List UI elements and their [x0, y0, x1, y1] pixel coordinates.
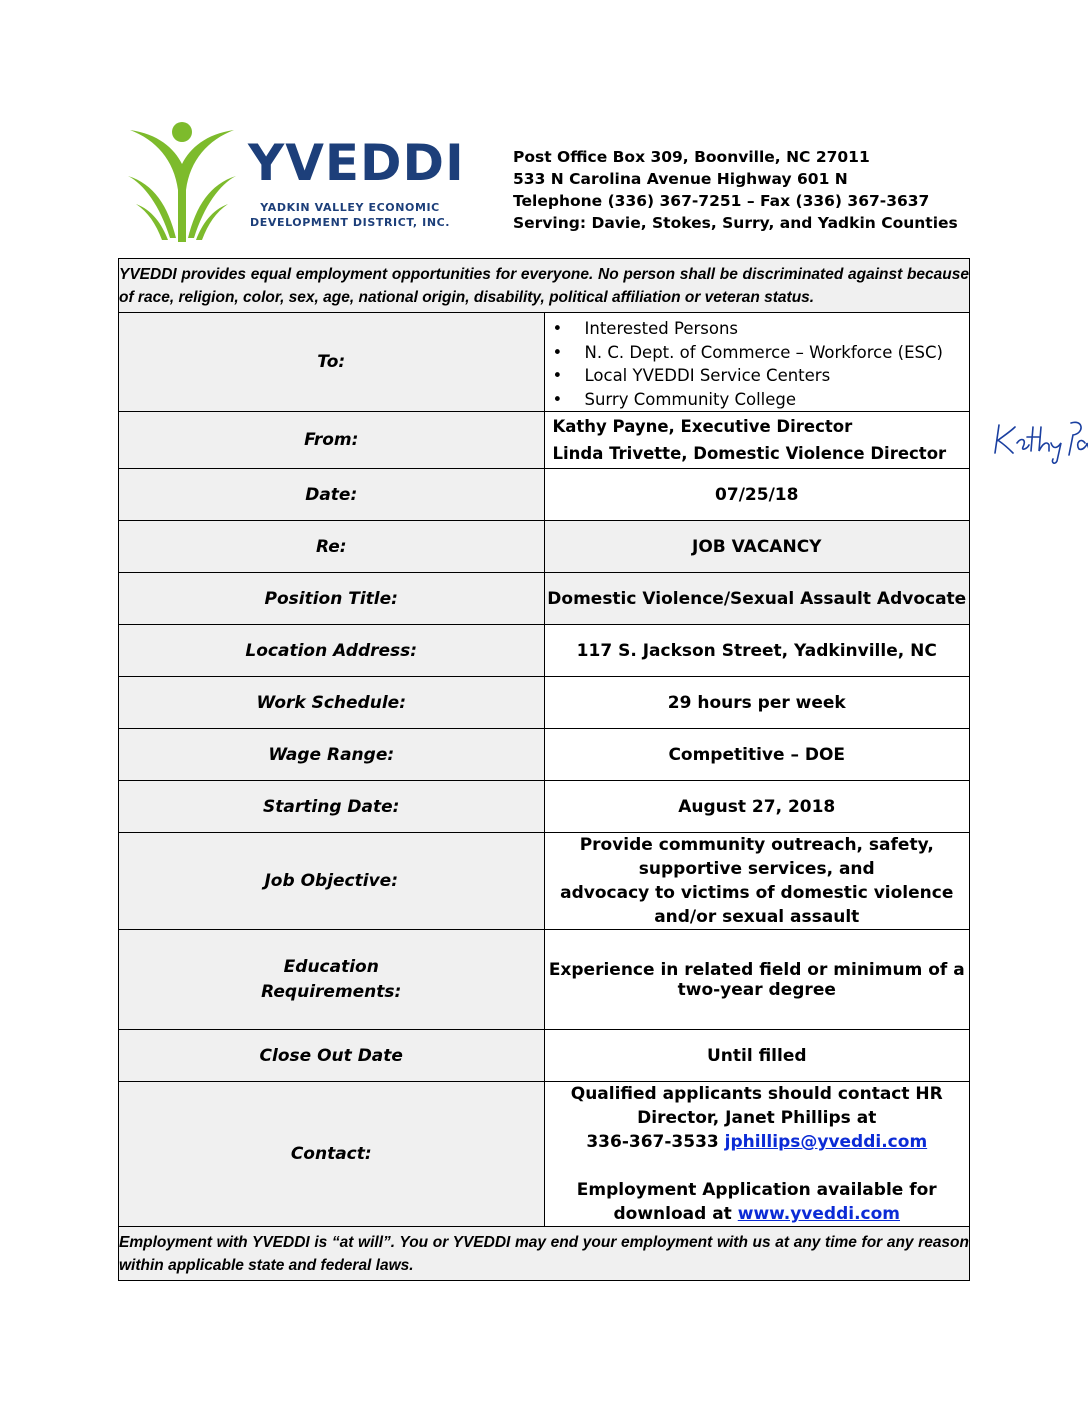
at-will-notice: Employment with YVEDDI is “at will”. You or YVEDDI may end your employment with us at any time for any reason within applicable state and federal laws. [119, 1227, 970, 1281]
contact-row [119, 1082, 970, 1227]
logo-subtitle [250, 200, 450, 230]
schedule-label: Work Schedule: [119, 677, 545, 729]
contact-line-3 [545, 1178, 970, 1226]
to-row [119, 313, 970, 412]
yveddi-logo [126, 120, 465, 244]
re-value: JOB VACANCY [544, 521, 970, 573]
location-value: 117 S. Jackson Street, Yadkinville, NC [544, 625, 970, 677]
objective-row [119, 833, 970, 930]
contact-phone: 336-367-3533 [586, 1132, 719, 1152]
address-line-4: Serving: Davie, Stokes, Surry, and Yadkin Counties [513, 214, 958, 232]
job-vacancy-table [118, 258, 970, 1281]
objective-value [544, 833, 970, 930]
education-label [119, 930, 545, 1030]
start-row [119, 781, 970, 833]
logo-name: YVEDDI [248, 134, 465, 192]
from-line-2: Linda Trivette, Domestic Violence Director [552, 444, 947, 463]
eeo-notice: YVEDDI provides equal employment opportunities for everyone. No person shall be discriminated against because of race, religion, color, sex, age, national origin, disability, political affiliation or veteran status. [119, 259, 970, 313]
wage-row [119, 729, 970, 781]
contact-line-2 [545, 1130, 970, 1154]
logo-subtitle-line1: YADKIN VALLEY ECONOMIC [260, 201, 440, 214]
recipient-list [545, 313, 970, 411]
website-link[interactable]: www.yveddi.com [737, 1204, 901, 1224]
contact-value [544, 1082, 970, 1227]
education-row [119, 930, 970, 1030]
education-label-line-1: Education [283, 956, 379, 977]
wage-label: Wage Range: [119, 729, 545, 781]
address-block [513, 146, 958, 234]
location-label: Location Address: [119, 625, 545, 677]
logo-subtitle-line2: DEVELOPMENT DISTRICT, INC. [250, 216, 451, 229]
from-line-1: Kathy Payne, Executive Director [552, 417, 853, 436]
date-row [119, 469, 970, 521]
position-row [119, 573, 970, 625]
close-row [119, 1030, 970, 1082]
date-label: Date: [119, 469, 545, 521]
wage-value: Competitive – DOE [544, 729, 970, 781]
schedule-value: 29 hours per week [544, 677, 970, 729]
objective-line-2: advocacy to victims of domestic violence and/or sexual assault [560, 883, 954, 927]
notice-top-row [119, 259, 970, 313]
objective-line-1: Provide community outreach, safety, supportive services, and [579, 835, 934, 879]
signature [987, 415, 1088, 467]
contact-line-1: Qualified applicants should contact HR Director, Janet Phillips at [570, 1084, 943, 1128]
start-value: August 27, 2018 [544, 781, 970, 833]
contact-label: Contact: [119, 1082, 545, 1227]
address-line-1: Post Office Box 309, Boonville, NC 27011 [513, 148, 870, 166]
from-label: From: [119, 412, 545, 469]
application-text: Employment Application available for download at [576, 1180, 937, 1224]
from-row [119, 412, 970, 469]
schedule-row [119, 677, 970, 729]
notice-bottom-row [119, 1227, 970, 1281]
from-value [544, 412, 970, 469]
education-label-line-2: Requirements: [261, 981, 402, 1002]
location-row [119, 625, 970, 677]
recipient-item: • Surry Community College [552, 389, 797, 409]
address-line-2: 533 N Carolina Avenue Highway 601 N [513, 170, 848, 188]
address-line-3: Telephone (336) 367-7251 – Fax (336) 367-3637 [513, 192, 930, 210]
position-value: Domestic Violence/Sexual Assault Advocate [544, 573, 970, 625]
recipient-item: • Interested Persons [552, 319, 738, 338]
recipient-item: • Local YVEDDI Service Centers [552, 366, 831, 385]
date-value: 07/25/18 [544, 469, 970, 521]
close-value: Until filled [544, 1030, 970, 1082]
to-value [544, 313, 970, 412]
close-label: Close Out Date [119, 1030, 545, 1082]
re-row [119, 521, 970, 573]
logo-figure-icon [126, 120, 246, 244]
objective-label: Job Objective: [119, 833, 545, 930]
to-label: To: [119, 313, 545, 412]
re-label: Re: [119, 521, 545, 573]
position-label: Position Title: [119, 573, 545, 625]
recipient-item: • N. C. Dept. of Commerce – Workforce (ESC) [552, 342, 943, 362]
start-label: Starting Date: [119, 781, 545, 833]
education-value: Experience in related field or minimum of a two-year degree [544, 930, 970, 1030]
contact-email-link[interactable]: jphillips@yveddi.com [724, 1132, 928, 1152]
